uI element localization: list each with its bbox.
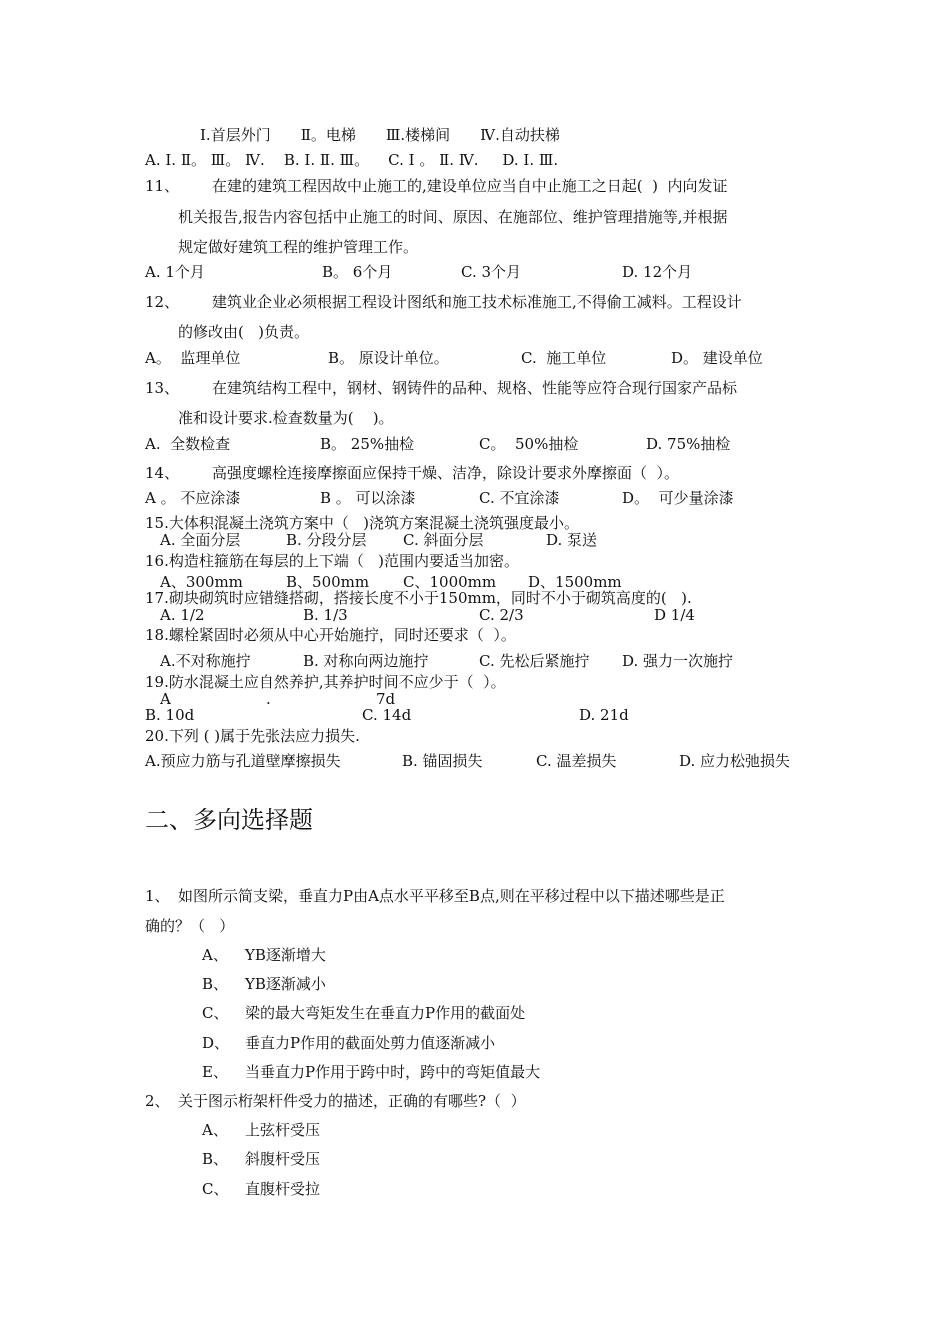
q19-option-a-dot: .	[266, 690, 271, 708]
q10-roman-items: Ⅰ.首层外门 Ⅱ。电梯 Ⅲ.楼梯间 Ⅳ.自动扶梯	[200, 126, 560, 144]
q13-stem-line2: 准和设计要求.检查数量为( )。	[178, 409, 394, 427]
q14-number: 14、	[145, 464, 180, 482]
m1-number: 1、	[145, 887, 170, 905]
m2-option-c-text: 直腹杆受拉	[245, 1180, 321, 1198]
m2-option-b-letter: B、	[202, 1150, 229, 1168]
q20-option-d: D. 应力松弛损失	[679, 752, 791, 770]
m1-option-c-letter: C、	[202, 1004, 229, 1022]
q15-option-a: A. 全面分层	[160, 531, 241, 549]
q16-option-c: C、1000mm	[403, 573, 497, 591]
m2-option-b-text: 斜腹杆受压	[245, 1150, 321, 1168]
q11-stem-line2: 机关报告,报告内容包括中止施工的时间、原因、在施部位、维护管理措施等,并根据	[178, 208, 728, 226]
q20-option-b: B. 锚固损失	[402, 752, 483, 770]
q12-option-b: B。 原设计单位。	[328, 349, 449, 367]
q17-option-c: C. 2/3	[479, 606, 524, 624]
q14-stem: 高强度螺栓连接摩擦面应保持干燥、洁净，除设计要求外摩擦面（ ）。	[212, 464, 680, 482]
m2-option-c-letter: C、	[202, 1180, 229, 1198]
q11-stem-line3: 规定做好建筑工程的维护管理工作。	[178, 238, 419, 256]
q19-option-c: C. 14d	[362, 706, 412, 724]
q13-option-c: C。 50%抽检	[479, 435, 579, 453]
q12-option-c: C. 施工单位	[521, 349, 607, 367]
m1-option-d-letter: D、	[202, 1034, 230, 1052]
m1-stem-line2: 确的？（ ）	[145, 917, 235, 935]
q11-stem-line1: 在建的建筑工程因故中止施工的,建设单位应当自中止施工之日起( ) 内向发证	[212, 177, 728, 195]
q12-stem-line1: 建筑业企业必须根据工程设计图纸和施工技术标准施工,不得偷工减料。工程设计	[212, 293, 742, 311]
q13-option-a: A. 全数检查	[145, 435, 231, 453]
q14-option-a: A 。 不应涂漆	[145, 489, 241, 507]
m1-option-d-text: 垂直力P作用的截面处剪力值逐渐减小	[245, 1034, 496, 1052]
section-heading: 二、多向选择题	[145, 806, 313, 834]
q18-option-d: D. 强力一次施拧	[622, 652, 734, 670]
q15-stem: 15.大体积混凝土浇筑方案中（ )浇筑方案混凝土浇筑强度最小。	[145, 514, 580, 532]
q17-option-d: D 1/4	[654, 606, 695, 624]
q13-option-b: B。 25%抽检	[320, 435, 415, 453]
q19-option-d: D. 21d	[579, 706, 629, 724]
q18-option-b: B. 对称向两边施拧	[303, 652, 429, 670]
q19-stem: 19.防水混凝土应自然养护,其养护时间不应少于（ ）。	[145, 673, 506, 691]
q12-option-d: D。 建设单位	[671, 349, 763, 367]
q15-option-b: B. 分段分层	[286, 531, 367, 549]
q11-option-d: D. 12个月	[622, 263, 693, 281]
m1-option-b-letter: B、	[202, 975, 229, 993]
q18-option-a: A.不对称施拧	[160, 652, 251, 670]
q12-option-a: A。 监理单位	[145, 349, 241, 367]
q16-option-b: B、500mm	[286, 573, 370, 591]
q11-option-c: C. 3个月	[461, 263, 522, 281]
q14-option-c: C. 不宜涂漆	[479, 489, 560, 507]
m2-stem-line1: 关于图示桁架杆件受力的描述，正确的有哪些?（ ）	[178, 1092, 526, 1110]
q19-option-a-value: 7d	[376, 690, 396, 708]
q15-option-d: D. 泵送	[546, 531, 598, 549]
q20-stem: 20.下列 ( )属于先张法应力损失.	[145, 727, 360, 745]
q18-stem: 18.螺栓紧固时必须从中心开始施拧，同时还要求（ ）。	[145, 626, 516, 644]
q17-option-a: A. 1/2	[160, 606, 205, 624]
q20-option-a: A.预应力筋与孔道壁摩擦损失	[145, 752, 341, 770]
m1-option-e-text: 当垂直力P作用于跨中时，跨中的弯矩值最大	[245, 1063, 541, 1081]
q14-option-b: B 。 可以涂漆	[320, 489, 416, 507]
q13-stem-line1: 在建筑结构工程中，钢材、钢铸件的品种、规格、性能等应符合现行国家产品标	[212, 379, 738, 397]
q20-option-c: C. 温差损失	[536, 752, 617, 770]
q11-number: 11、	[145, 177, 180, 195]
m2-option-a-text: 上弦杆受压	[245, 1121, 321, 1139]
m1-option-c-text: 梁的最大弯矩发生在垂直力P作用的截面处	[245, 1004, 526, 1022]
q17-stem: 17.砌块砌筑时应错缝搭砌，搭接长度不小于150mm，同时不小于砌筑高度的( ).	[145, 589, 692, 607]
m1-option-e-letter: E、	[202, 1063, 228, 1081]
q13-option-d: D. 75%抽检	[646, 435, 731, 453]
q12-stem-line2: 的修改由( )负责。	[178, 323, 310, 341]
q19-option-b: B. 10d	[145, 706, 195, 724]
m2-option-a-letter: A、	[202, 1121, 228, 1139]
q18-option-c: C. 先松后紧施拧	[479, 652, 590, 670]
m1-option-b-text: YB逐渐减小	[245, 975, 326, 993]
m1-option-a-text: YB逐渐增大	[245, 946, 326, 964]
q10-options: A. Ⅰ. Ⅱ。 Ⅲ。 Ⅳ. B. Ⅰ. Ⅱ. Ⅲ。 C. Ⅰ 。 Ⅱ. Ⅳ. D. Ⅰ. Ⅲ.	[145, 151, 559, 169]
m1-option-a-letter: A、	[202, 946, 228, 964]
q13-number: 13、	[145, 379, 180, 397]
q16-stem: 16.构造柱箍筋在每层的上下端（ )范围内要适当加密。	[145, 552, 520, 570]
q15-option-c: C. 斜面分层	[403, 531, 484, 549]
q11-option-b: B。 6个月	[322, 263, 393, 281]
m1-stem-line1: 如图所示简支梁，垂直力P由A点水平平移至B点,则在平移过程中以下描述哪些是正	[178, 887, 725, 905]
q19-option-a-letter: A	[160, 690, 171, 708]
q16-option-a: A、300mm	[160, 573, 243, 591]
q17-option-b: B. 1/3	[303, 606, 348, 624]
q12-number: 12、	[145, 293, 180, 311]
q16-option-d: D、1500mm	[528, 573, 622, 591]
q11-option-a: A. 1个月	[145, 263, 205, 281]
q14-option-d: D。 可少量涂漆	[622, 489, 734, 507]
m2-number: 2、	[145, 1092, 170, 1110]
